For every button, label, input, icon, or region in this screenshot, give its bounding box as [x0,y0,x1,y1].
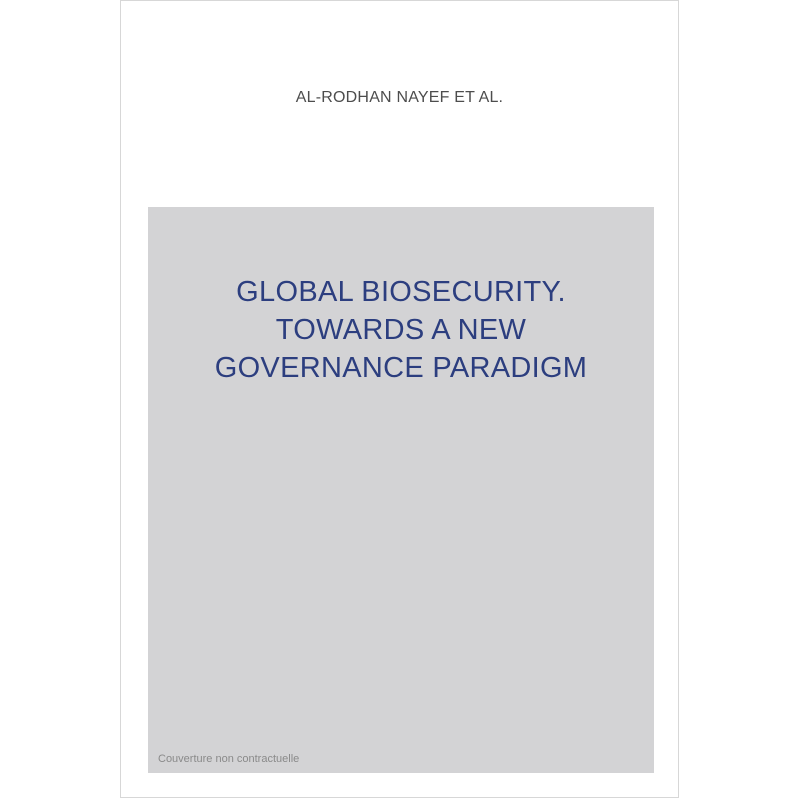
book-title [148,273,654,387]
title-line-3: GOVERNANCE PARADIGM [214,352,588,384]
cover-disclaimer: Couverture non contractuelle [158,753,300,765]
title-panel [148,207,654,773]
author-name: AL-RODHAN NAYEF ET AL. [295,89,504,106]
title-line-2: TOWARDS A NEW [275,314,527,346]
book-cover [120,0,679,798]
title-line-1: GLOBAL BIOSECURITY. [236,276,566,308]
